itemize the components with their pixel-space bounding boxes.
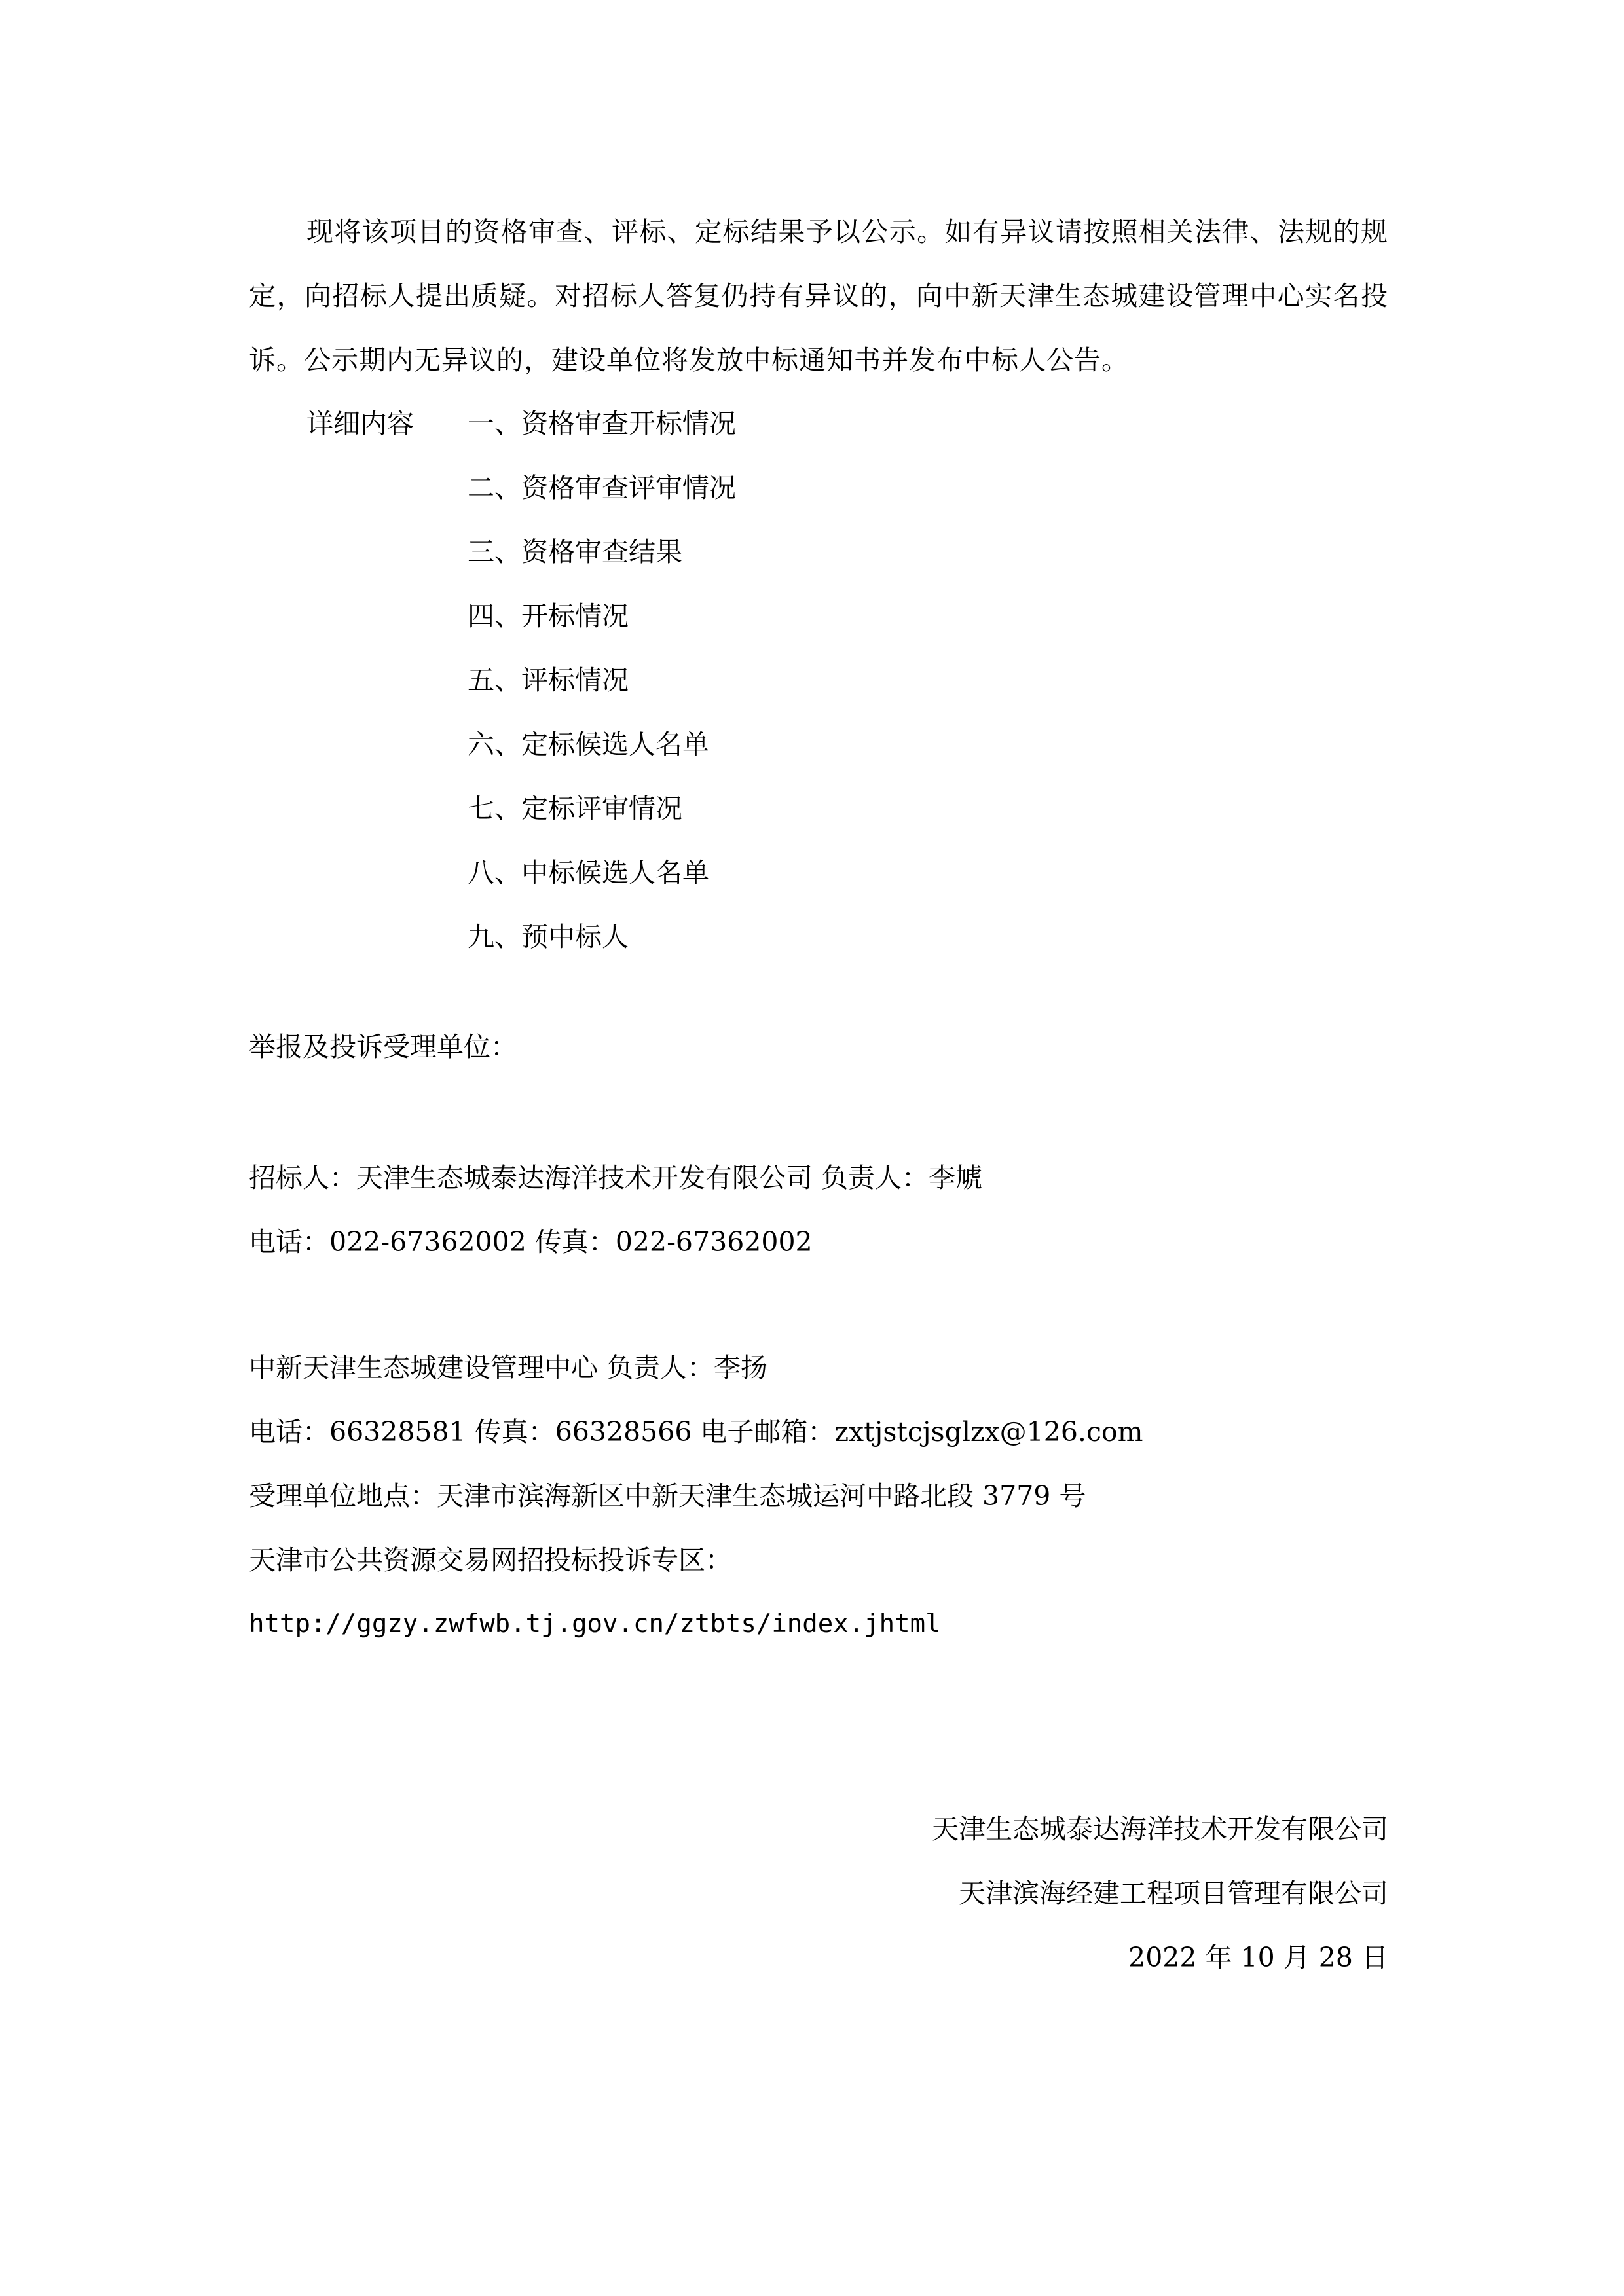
intro-section	[249, 200, 1388, 392]
list-item: 三、资格审查结果	[468, 536, 682, 568]
complaint-portal-label: 天津市公共资源交易网招投标投诉专区：	[249, 1544, 732, 1576]
signature-company-1: 天津生态城泰达海洋技术开发有限公司	[932, 1813, 1388, 1845]
list-item: 八、中标候选人名单	[468, 857, 709, 888]
list-item: 七、定标评审情况	[468, 793, 682, 824]
details-list	[468, 392, 736, 969]
signature-date: 2022 年 10 月 28 日	[1128, 1942, 1388, 1973]
signature-company-2: 天津滨海经建工程项目管理有限公司	[959, 1878, 1388, 1909]
signature-block	[932, 1797, 1388, 1990]
list-item: 五、评标情况	[468, 665, 629, 696]
center-address-line: 受理单位地点：天津市滨海新区中新天津生态城运河中路北段 3779 号	[249, 1480, 1086, 1512]
tenderer-name-line: 招标人：天津生态城泰达海洋技术开发有限公司 负责人：李虓	[249, 1162, 983, 1194]
complaint-section	[249, 1015, 517, 1079]
complaint-heading: 举报及投诉受理单位：	[249, 1031, 517, 1063]
complaint-portal-url[interactable]: http://ggzy.zwfwb.tj.gov.cn/ztbts/index.jhtml	[249, 1609, 941, 1639]
details-label: 详细内容	[306, 408, 414, 439]
tenderer-phone-line: 电话：022-67362002 传真：022-67362002	[249, 1226, 813, 1258]
list-item: 四、开标情况	[468, 600, 629, 632]
center-name-line: 中新天津生态城建设管理中心 负责人：李扬	[249, 1352, 768, 1383]
intro-paragraph: 现将该项目的资格审查、评标、定标结果予以公示。如有异议请按照相关法律、法规的规定，向招标人提出质疑。对招标人答复仍持有异议的，向中新天津生态城建设管理中心实名投诉。公示期内无异议的，建设单位将发放中标通知书并发布中标人公告。	[249, 216, 1388, 376]
details-contents	[306, 392, 736, 953]
list-item: 六、定标候选人名单	[468, 729, 709, 760]
list-item: 九、预中标人	[468, 921, 629, 953]
center-contact-line: 电话：66328581 传真：66328566 电子邮箱：zxtjstcjsglzx@126.com	[249, 1416, 1143, 1448]
list-item: 一、资格审查开标情况	[468, 408, 736, 439]
management-center-section	[249, 1336, 1143, 1656]
list-item: 二、资格审查评审情况	[468, 472, 736, 503]
tenderer-section	[249, 1146, 982, 1274]
